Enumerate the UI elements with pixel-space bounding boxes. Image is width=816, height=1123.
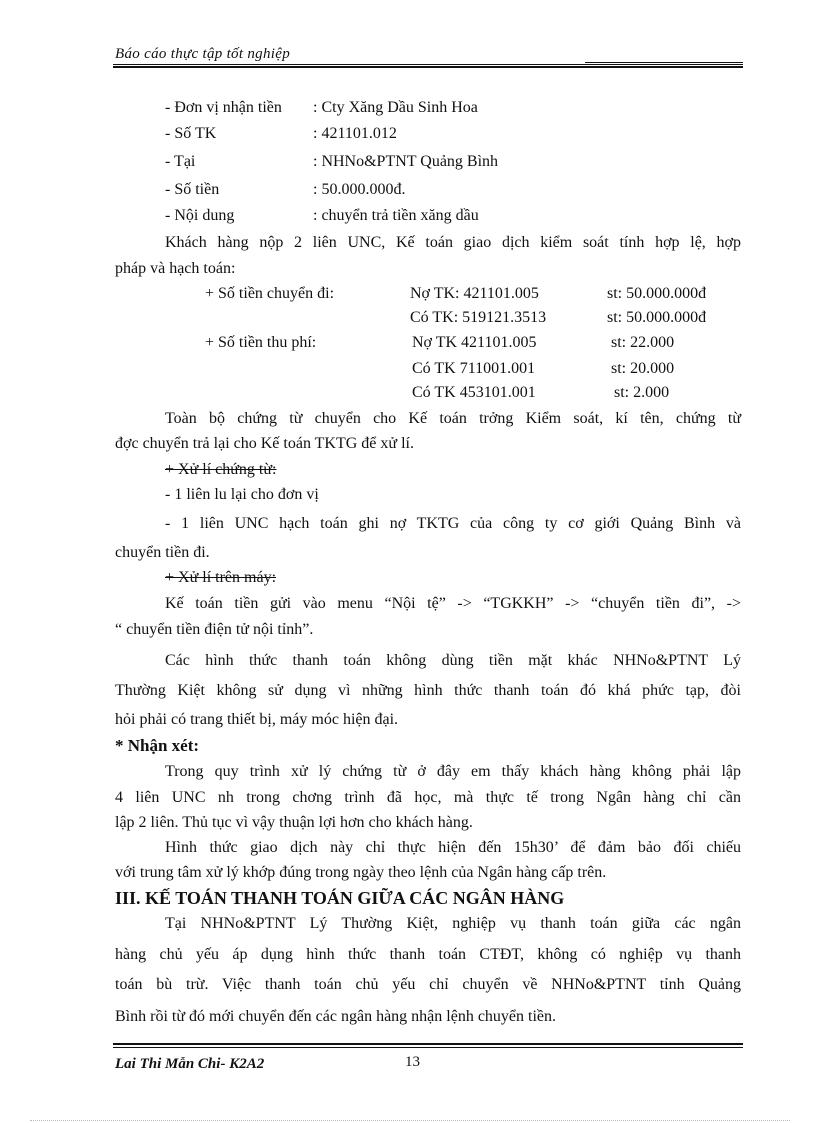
remarks-heading: * Nhận xét: (115, 736, 200, 755)
paragraph-line: hỏi phải có trang thiết bị, máy móc hiện đại. (115, 711, 399, 728)
recipient-value: : Cty Xăng Dầu Sinh Hoa (313, 99, 478, 116)
paragraph-line: 4 liên UNC nh trong chơng trình đã học, mà thực tế trong Ngân hàng chỉ cần (115, 789, 741, 806)
doc-processing-item: chuyển tiền đi. (115, 544, 210, 561)
header-title: Báo cáo thực tập tốt nghiệp (115, 46, 291, 62)
recipient-label: - Tại (165, 153, 196, 170)
paragraph-line: Trong quy trình xử lý chứng từ ở đây em thấy khách hàng không phải lập (165, 763, 741, 780)
entry-account: Nợ TK: 421101.005 (410, 285, 539, 302)
recipient-value: : NHNo&PTNT Quảng Bình (313, 153, 499, 170)
recipient-value: : 421101.012 (313, 125, 397, 142)
recipient-label: - Số TK (165, 125, 217, 142)
paragraph-line: “ chuyển tiền điện tử nội tỉnh”. (115, 621, 314, 638)
paragraph-line: Toàn bộ chứng từ chuyển cho Kế toán trởng Kiểm soát, kí tên, chứng từ (165, 410, 741, 427)
transfer-label: + Số tiền chuyển đi: (205, 285, 335, 302)
fee-label: + Số tiền thu phí: (205, 334, 317, 351)
header-rule-thick (113, 66, 743, 68)
entry-amount: st: 50.000.000đ (607, 285, 707, 302)
machine-processing-heading: + Xử lí trên máy: (165, 569, 277, 586)
paragraph-line: với trung tâm xử lý khớp đúng trong ngày theo lệnh của Ngân hàng cấp trên. (115, 864, 607, 881)
paragraph-line: lập 2 liên. Thủ tục vì vậy thuận lợi hơn cho khách hàng. (115, 814, 473, 831)
page-number: 13 (405, 1054, 420, 1070)
entry-amount: st: 20.000 (611, 360, 675, 377)
recipient-label: - Số tiền (165, 181, 220, 198)
paragraph-line: hàng chủ yếu áp dụng hình thức thanh toán CTĐT, không có nghiệp vụ thanh (115, 946, 741, 963)
paragraph-line: Hình thức giao dịch này chỉ thực hiện đến 15h30’ để đảm bảo đối chiếu (165, 839, 741, 856)
section-heading: III. KẾ TOÁN THANH TOÁN GIỮA CÁC NGÂN HÀNG (115, 888, 565, 908)
footer-rule-thin (113, 1047, 743, 1048)
footer-rule-thick (113, 1043, 743, 1045)
entry-account: Có TK 711001.001 (412, 360, 536, 377)
doc-processing-item: - 1 liên UNC hạch toán ghi nợ TKTG của công ty cơ giới Quảng Bình và (165, 515, 741, 532)
paragraph-line: Các hình thức thanh toán không dùng tiền mặt khác NHNo&PTNT Lý (165, 652, 741, 669)
entry-account: Nợ TK 421101.005 (412, 334, 537, 351)
entry-amount: st: 22.000 (611, 334, 675, 351)
page-edge-divider (30, 1120, 790, 1121)
header-rule-short (585, 62, 743, 63)
paragraph-line: đợc chuyển trả lại cho Kế toán TKTG để xử lí. (115, 435, 414, 452)
paragraph-line: Bình rồi từ đó mới chuyển đến các ngân hàng nhận lệnh chuyển tiền. (115, 1008, 557, 1025)
header-rule-thin (113, 64, 743, 65)
footer-author: Lai Thi Mẫn Chi- K2A2 (115, 1056, 265, 1072)
doc-processing-item: - 1 liên lu lại cho đơn vị (165, 486, 319, 503)
entry-amount: st: 2.000 (614, 384, 670, 401)
paragraph-line: Khách hàng nộp 2 liên UNC, Kế toán giao dịch kiểm soát tính hợp lệ, hợp (165, 234, 741, 251)
paragraph-line: Thường Kiệt không sử dụng vì những hình thức thanh toán đó khá phức tạp, đòi (115, 682, 741, 699)
paragraph-line: Tại NHNo&PTNT Lý Thường Kiệt, nghiệp vụ thanh toán giữa các ngân (165, 915, 741, 932)
paragraph-line: pháp và hạch toán: (115, 260, 236, 277)
entry-account: Có TK 453101.001 (412, 384, 536, 401)
recipient-value: : 50.000.000đ. (313, 181, 406, 198)
recipient-label: - Nội dung (165, 207, 235, 224)
paragraph-line: toán bù trừ. Việc thanh toán chủ yếu chỉ chuyển về NHNo&PTNT tỉnh Quảng (115, 976, 741, 993)
paragraph-line: Kế toán tiền gửi vào menu “Nội tệ” -> “TGKKH” -> “chuyển tiền đi”, -> (165, 595, 741, 612)
entry-amount: st: 50.000.000đ (607, 309, 707, 326)
recipient-label: - Đơn vị nhận tiền (165, 99, 282, 116)
recipient-value: : chuyển trả tiền xăng dầu (313, 207, 479, 224)
doc-processing-heading: + Xử lí chứng từ: (165, 461, 277, 478)
entry-account: Có TK: 519121.3513 (410, 309, 547, 326)
